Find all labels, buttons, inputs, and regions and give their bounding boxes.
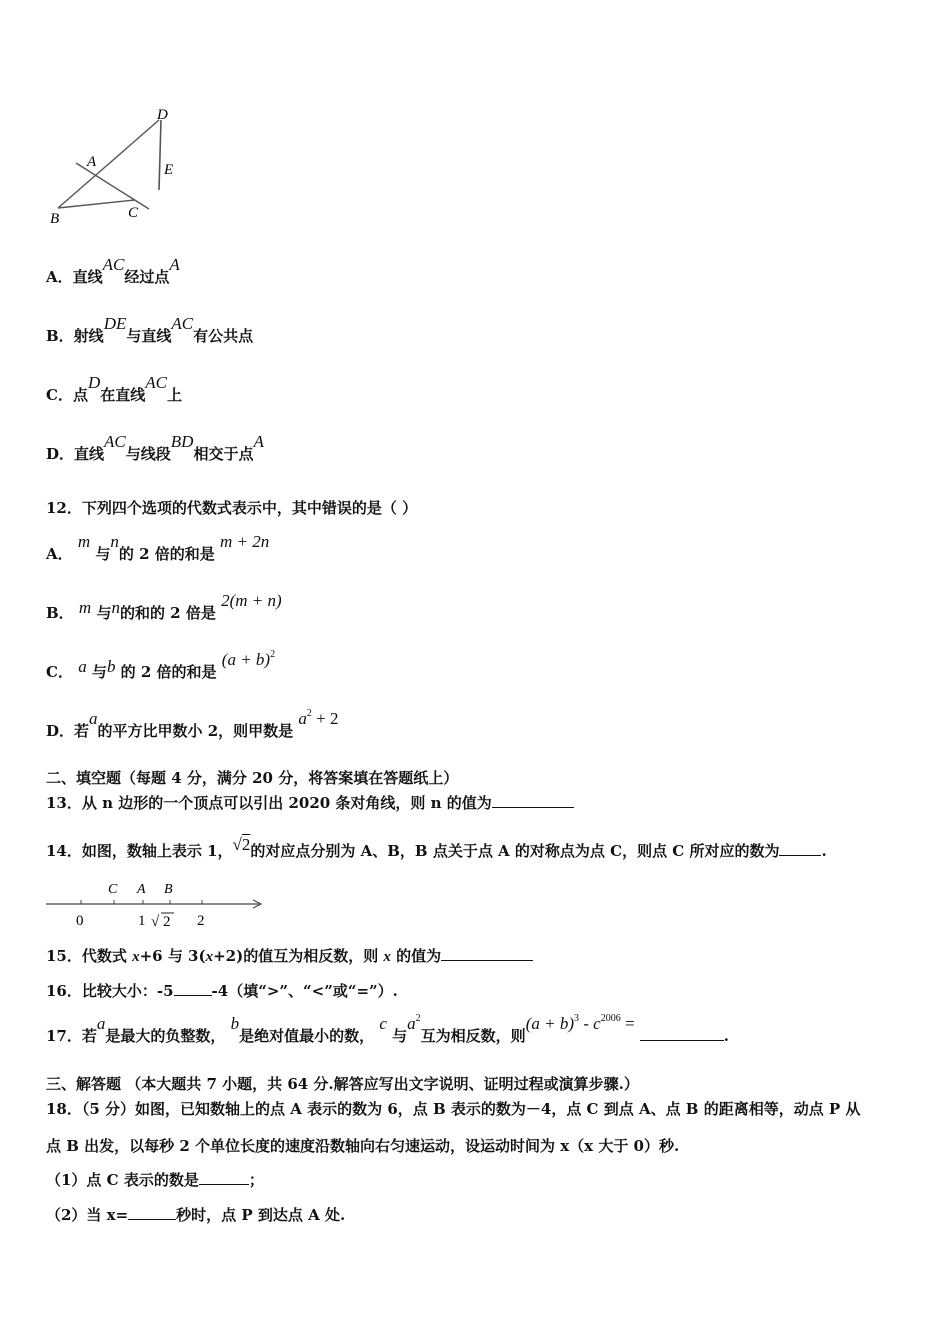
label-a: A <box>87 154 97 170</box>
point-label-b: B <box>164 882 173 897</box>
point-label-a: A <box>137 882 146 897</box>
q18-part2-blank[interactable] <box>128 1205 176 1220</box>
geometry-figure <box>40 100 190 230</box>
q13-answer-blank[interactable] <box>492 793 574 808</box>
q15-answer-blank[interactable] <box>441 946 533 961</box>
q18-line2: 点 B 出发，以每秒 2 个单位长度的速度沿数轴向右匀速运动，设运动时间为 x（x 大于 0）秒. <box>46 1137 680 1155</box>
line-bc <box>58 200 135 208</box>
q16-answer-blank[interactable] <box>174 981 212 996</box>
section2-heading: 二、填空题（每题 4 分，满分 20 分，将答案填在答题纸上） <box>46 769 459 787</box>
q14-answer-blank[interactable] <box>779 841 821 856</box>
q11-option-b: B．射线DE与直线AC有公共点 <box>46 314 254 345</box>
number-line <box>44 876 269 932</box>
q15: 15．代数式 x+6 与 3(x+2)的值互为相反数，则 x 的值为 <box>46 945 533 966</box>
tick-label-2: 2 <box>197 913 205 929</box>
q16: 16．比较大小：-5 -4（填“>”、“<”或“=”）. <box>46 982 398 1000</box>
point-label-c: C <box>108 882 118 897</box>
line-de <box>159 120 161 190</box>
q12-option-c: C． a 与b 的 2 倍的和是 $(a + b)^2$ <box>46 649 276 681</box>
label-c: C <box>128 205 139 221</box>
q12-option-a: A． m 与n的 2 倍的和是 m + 2n <box>46 532 270 563</box>
q17: 17．若a是最大的负整数， b是绝对值最小的数， c 与$a^2$互为相反数，则$(a + b)^3 - c^{2006}$ = . <box>46 1013 730 1045</box>
section3-heading: 三、解答题 （本大题共 7 小题，共 64 分.解答应写出文字说明、证明过程或演算步骤.） <box>46 1075 639 1093</box>
q14: 14．如图，数轴上表示 1，√2的对应点分别为 A、B，B 点关于点 A 的对称点为点 C，则点 C 所对应的数为 . <box>46 835 827 860</box>
q11-option-c: C．点D在直线AC上 <box>46 373 182 404</box>
label-d: D <box>157 107 168 123</box>
q18-part2: （2）当 x= 秒时，点 P 到达点 A 处. <box>46 1206 346 1224</box>
q12-stem: 12．下列四个选项的代数式表示中，其中错误的是（ ） <box>46 499 418 517</box>
q18-part1: （1）点 C 表示的数是 ； <box>46 1171 264 1189</box>
label-b: B <box>50 211 60 227</box>
q18-part1-blank[interactable] <box>199 1170 249 1185</box>
tick-label-1: 1 <box>138 913 146 929</box>
q12-option-b: B． m 与n的和的 2 倍是 2(m + n) <box>46 591 282 622</box>
q17-answer-blank[interactable] <box>640 1026 724 1041</box>
label-e: E <box>164 162 174 178</box>
q11-option-a: A．直线AC经过点A <box>46 255 180 286</box>
q13: 13．从 n 边形的一个顶点可以引出 2020 条对角线，则 n 的值为 <box>46 792 574 813</box>
q18-line1: 18．（5 分）如图，已知数轴上的点 A 表示的数为 6，点 B 表示的数为－4，点 C 到点 A、点 B 的距离相等，动点 P 从 <box>46 1100 861 1118</box>
line-bd <box>58 120 159 208</box>
tick-label-sqrt2: 2 <box>163 914 171 930</box>
tick-label-sqrt-sign: √ <box>151 914 160 930</box>
q11-option-d: D．直线AC与线段BD相交于点A <box>46 432 264 463</box>
q12-option-d: D．若a的平方比甲数小 2，则甲数是 $a^2 + 2$ <box>46 708 339 740</box>
tick-label-0: 0 <box>76 913 84 929</box>
